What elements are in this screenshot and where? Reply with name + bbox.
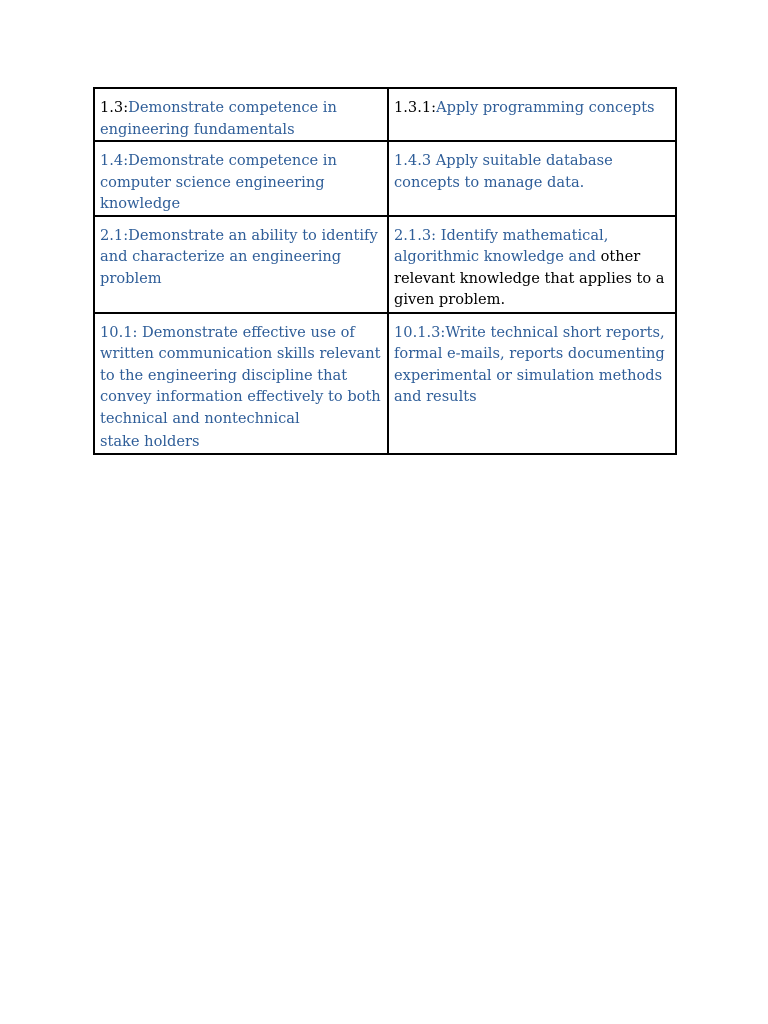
indicator-text-continued: other relevant knowledge that applies to a given problem. [394,248,665,308]
outcome-text: Demonstrate competence in engineering fundamentals [100,99,337,138]
outcome-cell [94,313,388,454]
outcome-text: 10.1: Demonstrate effective use of written communication skills relevant to the engineering discipline that convey information effectively to both technical and nontechnical [100,323,381,427]
outcome-text: 2.1:Demonstrate an ability to identify and characterize an engineering problem [100,226,378,287]
outcome-text-tail: stake holders [100,433,200,450]
outcome-cell [94,141,388,216]
indicator-cell [388,216,676,313]
table-row [94,216,676,313]
indicator-text: 10.1.3:Write technical short reports, formal e-mails, reports documenting experimental or simulation methods and results [394,323,665,405]
outcomes-table [93,87,677,455]
indicator-text: 1.4.3 Apply suitable database concepts to manage data. [394,152,613,191]
indicator-number: 1.3.1: [394,99,437,116]
indicator-text: Apply programming concepts [436,99,655,116]
outcome-cell [94,216,388,313]
outcome-number: 1.3: [100,99,129,116]
indicator-text: 2.1.3: Identify mathematical, algorithmic knowledge and [394,226,609,265]
table-row [94,141,676,216]
indicator-cell [388,313,676,454]
indicator-cell [388,88,676,141]
outcome-cell [94,88,388,141]
outcome-text: 1.4:Demonstrate competence in computer science engineering knowledge [100,152,337,212]
table-row [94,88,676,141]
table-row [94,313,676,454]
indicator-cell [388,141,676,216]
